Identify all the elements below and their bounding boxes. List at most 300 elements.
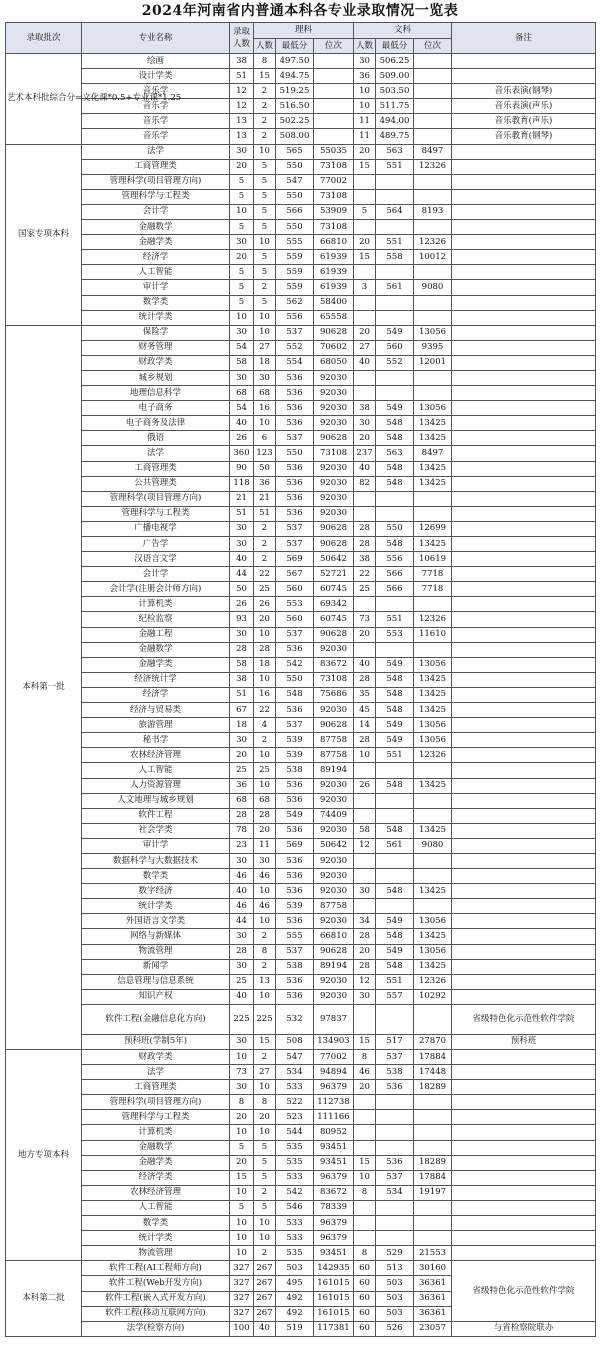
science-count-cell: 267 [254, 1261, 276, 1276]
note-cell [452, 1216, 596, 1231]
table-row [6, 325, 596, 340]
table-row [6, 1170, 596, 1185]
major-cell: 金融学类 [82, 657, 230, 672]
header-note: 备注 [452, 23, 596, 54]
science-min-cell: 508 [276, 1034, 314, 1049]
page-title: 2024年河南省内普通本科各专业录取情况一览表 [141, 3, 459, 19]
major-cell: 统计学类 [82, 899, 230, 914]
note-cell [452, 386, 596, 401]
table-row [6, 672, 596, 687]
arts-count-cell: 28 [354, 733, 376, 748]
arts-count-cell: 10 [354, 99, 376, 114]
admit-count-cell: 58 [230, 657, 254, 672]
admit-count-cell: 40 [230, 552, 254, 567]
table-row [6, 189, 596, 204]
science-min-cell: 536 [276, 884, 314, 899]
science-rank-cell: 92030 [314, 778, 354, 793]
science-min-cell: 536 [276, 476, 314, 491]
science-rank-cell: 90628 [314, 944, 354, 959]
batch-cell: 本科第一批 [6, 325, 82, 1049]
arts-rank-cell: 10619 [414, 552, 452, 567]
science-min-cell: 536 [276, 642, 314, 657]
science-count-cell: 4 [254, 718, 276, 733]
science-count-cell: 11 [254, 838, 276, 853]
science-rank-cell: 161015 [314, 1291, 354, 1306]
major-cell: 农林经济管理 [82, 748, 230, 763]
science-min-cell: 536 [276, 974, 314, 989]
arts-rank-cell: 11610 [414, 627, 452, 642]
science-min-cell: 560 [276, 582, 314, 597]
table-row [6, 54, 596, 69]
note-cell: 音乐教育(钢琴) [452, 129, 596, 144]
arts-rank-cell: 27870 [414, 1034, 452, 1049]
arts-rank-cell [414, 1140, 452, 1155]
arts-min-cell: 549 [376, 733, 414, 748]
admit-count-cell: 54 [230, 340, 254, 355]
note-cell [452, 1095, 596, 1110]
table-row [6, 1080, 596, 1095]
table-row [6, 1125, 596, 1140]
science-count-cell: 5 [254, 1140, 276, 1155]
science-count-cell: 10 [254, 1216, 276, 1231]
science-min-cell: 535 [276, 1246, 314, 1261]
arts-count-cell: 28 [354, 959, 376, 974]
arts-rank-cell [414, 506, 452, 521]
science-min-cell: 532 [276, 1004, 314, 1034]
arts-rank-cell [414, 869, 452, 884]
note-cell [452, 1200, 596, 1215]
science-count-cell: 50 [254, 461, 276, 476]
admit-count-cell: 5 [230, 1140, 254, 1155]
arts-rank-cell: 13425 [414, 884, 452, 899]
admit-count-cell: 18 [230, 718, 254, 733]
science-rank-cell: 90628 [314, 325, 354, 340]
arts-count-cell: 60 [354, 1276, 376, 1291]
science-rank-cell [314, 69, 354, 84]
arts-rank-cell [414, 310, 452, 325]
arts-count-cell: 10 [354, 84, 376, 99]
note-cell [452, 416, 596, 431]
note-cell [452, 476, 596, 491]
arts-count-cell: 15 [354, 159, 376, 174]
arts-rank-cell [414, 370, 452, 385]
admit-count-cell: 5 [230, 280, 254, 295]
arts-count-cell: 12 [354, 974, 376, 989]
arts-min-cell: 537 [376, 1170, 414, 1185]
arts-count-cell: 40 [354, 657, 376, 672]
arts-min-cell [376, 642, 414, 657]
note-cell [452, 1065, 596, 1080]
note-cell [452, 552, 596, 567]
arts-min-cell: 557 [376, 989, 414, 1004]
admit-count-cell: 25 [230, 763, 254, 778]
header-admit: 录取人数 [230, 23, 254, 54]
science-min-cell: 534 [276, 1065, 314, 1080]
science-min-cell: 497.50 [276, 54, 314, 69]
table-row [6, 612, 596, 627]
major-cell: 工商管理类 [82, 1080, 230, 1095]
science-count-cell: 36 [254, 476, 276, 491]
arts-count-cell: 10 [354, 1170, 376, 1185]
table-row [6, 869, 596, 884]
science-rank-cell: 80952 [314, 1125, 354, 1140]
arts-rank-cell: 21553 [414, 1246, 452, 1261]
science-min-cell: 492 [276, 1291, 314, 1306]
note-cell [452, 204, 596, 219]
major-cell: 计算机类 [82, 1125, 230, 1140]
science-count-cell: 5 [254, 295, 276, 310]
table-row [6, 1246, 596, 1261]
arts-rank-cell: 13425 [414, 687, 452, 702]
admit-count-cell: 327 [230, 1291, 254, 1306]
major-cell: 音乐学 [82, 129, 230, 144]
admit-count-cell: 30 [230, 959, 254, 974]
admit-count-cell: 20 [230, 159, 254, 174]
science-count-cell: 5 [254, 189, 276, 204]
arts-rank-cell [414, 114, 452, 129]
arts-rank-cell: 36361 [414, 1291, 452, 1306]
admit-count-cell: 5 [230, 220, 254, 235]
arts-min-cell [376, 370, 414, 385]
science-min-cell: 549 [276, 808, 314, 823]
arts-count-cell: 34 [354, 914, 376, 929]
arts-rank-cell: 13425 [414, 672, 452, 687]
science-rank-cell: 52721 [314, 567, 354, 582]
science-count-cell: 51 [254, 506, 276, 521]
batch-cell: 本科第二批 [6, 1261, 82, 1336]
arts-count-cell: 40 [354, 461, 376, 476]
arts-rank-cell: 13425 [414, 476, 452, 491]
arts-rank-cell [414, 220, 452, 235]
arts-count-cell: 30 [354, 884, 376, 899]
table-row [6, 280, 596, 295]
admit-count-cell: 68 [230, 793, 254, 808]
note-cell [452, 642, 596, 657]
science-rank-cell: 83672 [314, 657, 354, 672]
science-min-cell: 536 [276, 370, 314, 385]
science-min-cell: 537 [276, 627, 314, 642]
arts-count-cell [354, 295, 376, 310]
note-cell [452, 838, 596, 853]
arts-rank-cell [414, 853, 452, 868]
admit-count-cell: 26 [230, 597, 254, 612]
science-rank-cell: 92030 [314, 914, 354, 929]
science-rank-cell: 92030 [314, 793, 354, 808]
note-cell [452, 672, 596, 687]
arts-count-cell: 30 [354, 989, 376, 1004]
note-cell: 音乐教育(声乐) [452, 114, 596, 129]
science-rank-cell: 90628 [314, 537, 354, 552]
science-count-cell: 5 [254, 1155, 276, 1170]
major-cell: 经济统计学 [82, 672, 230, 687]
science-min-cell: 536 [276, 869, 314, 884]
science-count-cell: 20 [254, 1110, 276, 1125]
science-count-cell: 26 [254, 597, 276, 612]
science-count-cell: 5 [254, 159, 276, 174]
major-cell: 计算机类 [82, 597, 230, 612]
major-cell: 软件工程(移动互联网方向) [82, 1306, 230, 1321]
arts-rank-cell [414, 793, 452, 808]
major-cell: 金融学类 [82, 235, 230, 250]
admit-count-cell: 20 [230, 1110, 254, 1125]
major-cell: 纪检监察 [82, 612, 230, 627]
note-cell [452, 612, 596, 627]
major-cell: 设计学类 [82, 69, 230, 84]
science-min-cell: 559 [276, 280, 314, 295]
arts-rank-cell: 13056 [414, 718, 452, 733]
science-min-cell: 536 [276, 989, 314, 1004]
batch-cell: 艺术本科批综合分=文化课*0.5+专业课*1.25 [6, 54, 82, 145]
science-count-cell: 267 [254, 1276, 276, 1291]
science-count-cell: 10 [254, 989, 276, 1004]
arts-min-cell: 503 [376, 1291, 414, 1306]
science-min-cell: 536 [276, 461, 314, 476]
arts-min-cell: 503.50 [376, 84, 414, 99]
science-rank-cell [314, 114, 354, 129]
science-min-cell: 539 [276, 733, 314, 748]
arts-count-cell [354, 853, 376, 868]
arts-count-cell: 8 [354, 1185, 376, 1200]
note-cell [452, 144, 596, 159]
science-count-cell: 46 [254, 899, 276, 914]
admit-count-cell: 327 [230, 1276, 254, 1291]
arts-rank-cell: 12326 [414, 159, 452, 174]
arts-count-cell [354, 1216, 376, 1231]
arts-min-cell: 548 [376, 778, 414, 793]
arts-min-cell: 564 [376, 204, 414, 219]
science-count-cell: 18 [254, 355, 276, 370]
major-cell: 音乐学 [82, 84, 230, 99]
arts-rank-cell: 17884 [414, 1170, 452, 1185]
note-cell [452, 1050, 596, 1065]
arts-rank-cell [414, 642, 452, 657]
arts-count-cell: 20 [354, 1080, 376, 1095]
arts-count-cell: 20 [354, 144, 376, 159]
arts-rank-cell: 12326 [414, 974, 452, 989]
admit-count-cell: 5 [230, 295, 254, 310]
arts-count-cell [354, 1004, 376, 1034]
arts-min-cell: 548 [376, 687, 414, 702]
arts-count-cell: 8 [354, 1050, 376, 1065]
arts-rank-cell: 12326 [414, 748, 452, 763]
science-count-cell: 28 [254, 642, 276, 657]
major-cell: 财政学类 [82, 1050, 230, 1065]
arts-min-cell: 549 [376, 718, 414, 733]
table-row [6, 129, 596, 144]
admit-count-cell: 360 [230, 446, 254, 461]
science-count-cell: 2 [254, 521, 276, 536]
table-row [6, 220, 596, 235]
science-count-cell: 21 [254, 491, 276, 506]
science-count-cell: 8 [254, 54, 276, 69]
arts-count-cell: 20 [354, 235, 376, 250]
arts-min-cell: 551 [376, 748, 414, 763]
science-rank-cell: 61939 [314, 265, 354, 280]
note-cell [452, 627, 596, 642]
table-row [6, 838, 596, 853]
admit-count-cell: 40 [230, 989, 254, 1004]
science-rank-cell: 87758 [314, 748, 354, 763]
admit-count-cell: 28 [230, 642, 254, 657]
admit-count-cell: 13 [230, 129, 254, 144]
arts-count-cell [354, 265, 376, 280]
arts-count-cell [354, 899, 376, 914]
table-row [6, 718, 596, 733]
note-cell: 音乐表演(声乐) [452, 99, 596, 114]
note-cell [452, 899, 596, 914]
note-cell [452, 54, 596, 69]
science-min-cell: 550 [276, 159, 314, 174]
science-count-cell: 40 [254, 1321, 276, 1336]
science-rank-cell: 94894 [314, 1065, 354, 1080]
major-cell: 地理信息科学 [82, 386, 230, 401]
science-rank-cell: 92030 [314, 491, 354, 506]
science-min-cell: 533 [276, 1170, 314, 1185]
science-rank-cell: 92030 [314, 884, 354, 899]
science-rank-cell: 92030 [314, 506, 354, 521]
science-min-cell: 559 [276, 250, 314, 265]
table-row [6, 567, 596, 582]
science-count-cell: 5 [254, 250, 276, 265]
arts-rank-cell: 13425 [414, 431, 452, 446]
table-row [6, 461, 596, 476]
note-cell [452, 823, 596, 838]
arts-min-cell [376, 808, 414, 823]
arts-count-cell [354, 310, 376, 325]
header-science: 理科 [254, 23, 354, 39]
science-rank-cell: 90628 [314, 627, 354, 642]
table-row [6, 401, 596, 416]
arts-min-cell: 549 [376, 401, 414, 416]
major-cell: 人文地理与城乡规划 [82, 793, 230, 808]
note-cell: 与省检察院联办 [452, 1321, 596, 1336]
science-rank-cell: 73108 [314, 220, 354, 235]
arts-min-cell [376, 853, 414, 868]
major-cell: 公共管理类 [82, 476, 230, 491]
science-rank-cell: 65558 [314, 310, 354, 325]
table-row [6, 386, 596, 401]
science-min-cell: 547 [276, 174, 314, 189]
admit-count-cell: 10 [230, 1246, 254, 1261]
major-cell: 软件工程(Web开发方向) [82, 1276, 230, 1291]
admit-count-cell: 46 [230, 899, 254, 914]
science-min-cell: 536 [276, 491, 314, 506]
header-science-rank: 位次 [314, 39, 354, 54]
science-rank-cell: 50642 [314, 552, 354, 567]
arts-count-cell: 8 [354, 1246, 376, 1261]
science-count-cell: 5 [254, 204, 276, 219]
arts-rank-cell: 13425 [414, 537, 452, 552]
table-row [6, 808, 596, 823]
arts-min-cell: 537 [376, 1050, 414, 1065]
science-count-cell: 2 [254, 84, 276, 99]
arts-min-cell [376, 1200, 414, 1215]
admit-count-cell: 78 [230, 823, 254, 838]
arts-min-cell: 548 [376, 703, 414, 718]
arts-count-cell [354, 491, 376, 506]
science-count-cell: 2 [254, 129, 276, 144]
note-cell [452, 295, 596, 310]
note-cell [452, 929, 596, 944]
admit-count-cell: 10 [230, 1231, 254, 1246]
science-min-cell: 548 [276, 687, 314, 702]
arts-min-cell [376, 1095, 414, 1110]
science-rank-cell: 75686 [314, 687, 354, 702]
admit-count-cell: 38 [230, 54, 254, 69]
admit-count-cell: 13 [230, 114, 254, 129]
major-cell: 经济学 [82, 687, 230, 702]
major-cell: 知识产权 [82, 989, 230, 1004]
arts-min-cell: 509.00 [376, 69, 414, 84]
arts-count-cell [354, 189, 376, 204]
science-min-cell: 535 [276, 1155, 314, 1170]
arts-count-cell [354, 220, 376, 235]
science-rank-cell: 90628 [314, 718, 354, 733]
science-min-cell: 519.25 [276, 84, 314, 99]
arts-min-cell [376, 491, 414, 506]
major-cell: 外国语言文学类 [82, 914, 230, 929]
note-cell [452, 853, 596, 868]
arts-min-cell: 511.75 [376, 99, 414, 114]
science-rank-cell [314, 99, 354, 114]
science-min-cell: 555 [276, 235, 314, 250]
major-cell: 管理科学(项目管理方向) [82, 1095, 230, 1110]
arts-count-cell: 45 [354, 703, 376, 718]
science-min-cell: 560 [276, 612, 314, 627]
admit-count-cell: 30 [230, 1034, 254, 1049]
arts-count-cell [354, 506, 376, 521]
admit-count-cell: 10 [230, 1185, 254, 1200]
science-rank-cell: 161015 [314, 1276, 354, 1291]
arts-rank-cell: 10292 [414, 989, 452, 1004]
science-rank-cell: 93451 [314, 1140, 354, 1155]
note-cell [452, 537, 596, 552]
arts-rank-cell [414, 1004, 452, 1034]
table-row [6, 914, 596, 929]
science-count-cell: 5 [254, 1200, 276, 1215]
table-row [6, 1200, 596, 1215]
science-min-cell: 550 [276, 220, 314, 235]
science-rank-cell: 142935 [314, 1261, 354, 1276]
arts-min-cell: 563 [376, 446, 414, 461]
science-min-cell: 536 [276, 793, 314, 808]
major-cell: 工商管理类 [82, 159, 230, 174]
science-min-cell: 536 [276, 506, 314, 521]
table-row [6, 884, 596, 899]
table-row [6, 989, 596, 1004]
admit-count-cell: 21 [230, 491, 254, 506]
science-min-cell: 552 [276, 340, 314, 355]
note-cell [452, 1231, 596, 1246]
arts-rank-cell [414, 295, 452, 310]
science-min-cell: 536 [276, 386, 314, 401]
arts-count-cell: 26 [354, 778, 376, 793]
arts-count-cell [354, 763, 376, 778]
admit-count-cell: 12 [230, 99, 254, 114]
note-cell [452, 597, 596, 612]
arts-rank-cell [414, 84, 452, 99]
major-cell: 经济与贸易类 [82, 703, 230, 718]
arts-min-cell: 551 [376, 974, 414, 989]
note-cell [452, 325, 596, 340]
science-rank-cell: 92030 [314, 461, 354, 476]
arts-count-cell: 30 [354, 54, 376, 69]
major-cell: 预科班(学制5年) [82, 1034, 230, 1049]
science-count-cell: 20 [254, 823, 276, 838]
science-rank-cell: 61939 [314, 250, 354, 265]
arts-rank-cell: 10012 [414, 250, 452, 265]
science-min-cell: 519 [276, 1321, 314, 1336]
